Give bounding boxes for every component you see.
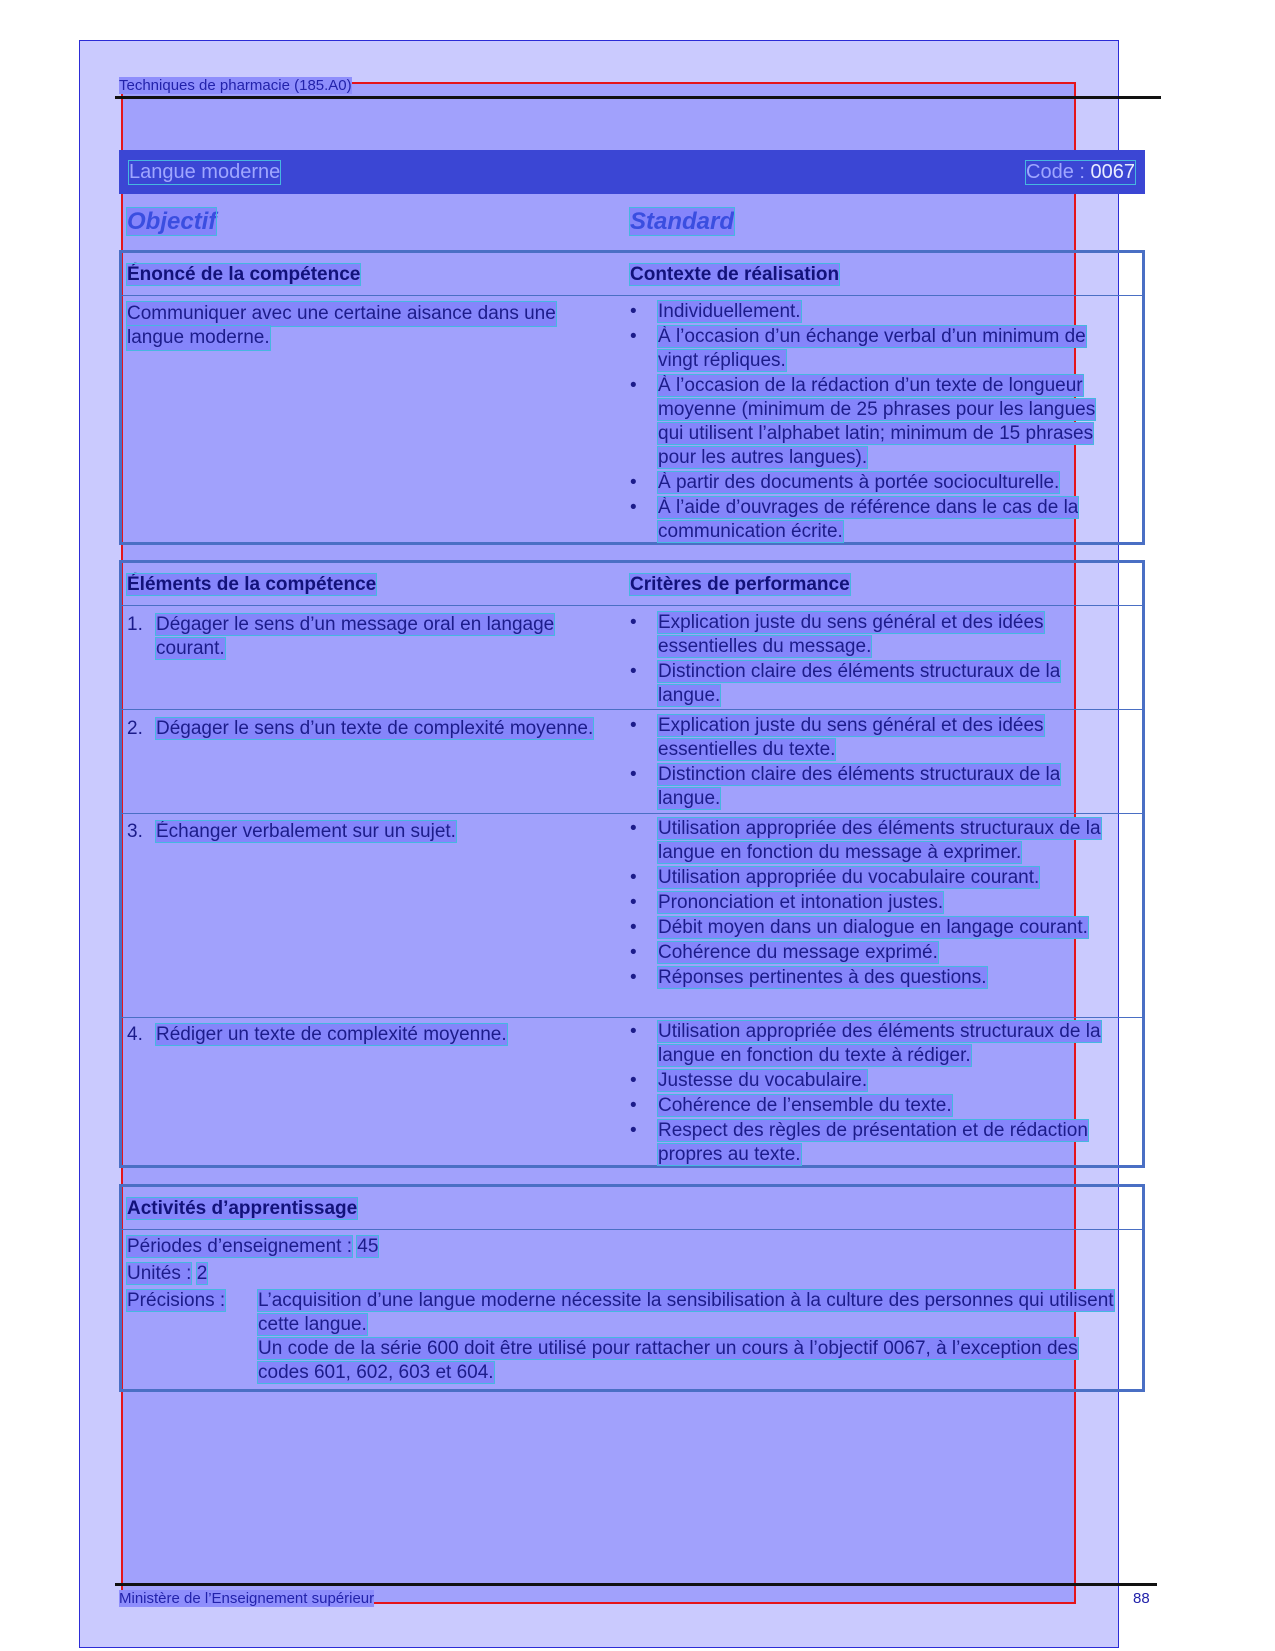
units-value: 2 [196, 1263, 208, 1284]
activities-heading: Activités d’apprentissage [127, 1198, 358, 1219]
list-item: • À partir des documents à portée socioculturelle. [630, 471, 1110, 495]
precisions-text [258, 1289, 1118, 1385]
list-item: • Utilisation appropriée des éléments structuraux de la langue en fonction du texte à rédiger. [630, 1020, 1110, 1068]
divider [122, 295, 1142, 296]
list-item: • Prononciation et intonation justes. [630, 891, 1110, 915]
standard-heading: Standard [630, 208, 735, 235]
divider [122, 709, 1142, 710]
element-number: 2. [127, 718, 143, 739]
criteria-list [630, 1020, 1110, 1168]
precision-paragraph: L’acquisition d’une langue moderne nécessite la sensibilisation à la culture des personnes qui utilisent cette langue. [258, 1290, 1114, 1335]
list-item: • Réponses pertinentes à des questions. [630, 966, 1110, 990]
statement-line: langue moderne. [127, 327, 270, 348]
list-item: • Utilisation appropriée du vocabulaire courant. [630, 866, 1110, 890]
objective-heading: Objectif [127, 208, 217, 235]
element-number: 3. [127, 821, 143, 842]
divider [122, 813, 1142, 814]
context-heading: Contexte de réalisation [630, 264, 840, 285]
code-label-group [1026, 161, 1135, 184]
competence-statement [127, 302, 607, 350]
list-item: • À l’occasion d’un échange verbal d’un minimum de vingt répliques. [630, 325, 1110, 373]
list-item: • Cohérence de l’ensemble du texte. [630, 1094, 1110, 1118]
criteria-list [630, 714, 1110, 812]
list-item: • Utilisation appropriée des éléments structuraux de la langue en fonction du message à exprimer. [630, 817, 1110, 865]
precision-paragraph: Un code de la série 600 doit être utilisé pour rattacher un cours à l’objectif 0067, à l’exception des codes 601, 602, 603 et 604. [258, 1338, 1078, 1383]
precisions-label: Précisions : [127, 1290, 226, 1311]
criteria-list [630, 817, 1110, 991]
list-item: • Respect des règles de présentation et de rédaction propres au texte. [630, 1119, 1110, 1167]
ministry-footer: Ministère de l’Enseignement supérieur [119, 1590, 375, 1607]
list-item: • Distinction claire des éléments structuraux de la langue. [630, 763, 1110, 811]
list-item: • Individuellement. [630, 300, 1110, 324]
element-text: Dégager le sens d’un texte de complexité moyenne. [156, 718, 594, 739]
code-label: Code : [1026, 161, 1085, 183]
periods-value: 45 [357, 1236, 379, 1257]
units-label: Unités : [127, 1263, 192, 1284]
criteria-heading: Critères de performance [630, 574, 850, 595]
element-number: 4. [127, 1024, 143, 1045]
context-list [630, 300, 1110, 545]
list-item: • Débit moyen dans un dialogue en langage courant. [630, 916, 1110, 940]
elements-heading: Éléments de la compétence [127, 574, 377, 595]
list-item: • Explication juste du sens général et des idées essentielles du texte. [630, 714, 1110, 762]
list-item: • Distinction claire des éléments structuraux de la langue. [630, 660, 1110, 708]
list-item: • À l’aide d’ouvrages de référence dans le cas de la communication écrite. [630, 496, 1110, 544]
element-text: Dégager le sens d’un message oral en langage courant. [156, 614, 555, 659]
element-number: 1. [127, 614, 143, 635]
element-text: Échanger verbalement sur un sujet. [156, 821, 456, 842]
subject-title: Langue moderne [129, 161, 281, 183]
divider [122, 1229, 1142, 1230]
element-text: Rédiger un texte de complexité moyenne. [156, 1024, 507, 1045]
footer-rule [115, 1583, 1157, 1586]
list-item: • À l’occasion de la rédaction d’un texte de longueur moyenne (minimum de 25 phrases pour les langues qui utilisent l’alphabet latin; minimum de 15 phrases pour les autres langues). [630, 374, 1110, 470]
page-number: 88 [1133, 1590, 1150, 1607]
periods-row [127, 1235, 378, 1259]
criteria-list [630, 611, 1110, 709]
divider [122, 605, 1142, 606]
statement-line: Communiquer avec une certaine aisance dans une [127, 303, 556, 324]
list-item: • Explication juste du sens général et des idées essentielles du message. [630, 611, 1110, 659]
divider [122, 1017, 1142, 1018]
list-item: • Justesse du vocabulaire. [630, 1069, 1110, 1093]
list-item: • Cohérence du message exprimé. [630, 941, 1110, 965]
competence-statement-heading: Énoncé de la compétence [127, 264, 361, 285]
periods-label: Périodes d’enseignement : [127, 1236, 352, 1257]
header-rule [115, 96, 1161, 99]
units-row [127, 1262, 207, 1286]
program-header: Techniques de pharmacie (185.A0) [119, 77, 352, 94]
subject-banner [119, 150, 1145, 194]
code-value: 0067 [1090, 161, 1135, 183]
